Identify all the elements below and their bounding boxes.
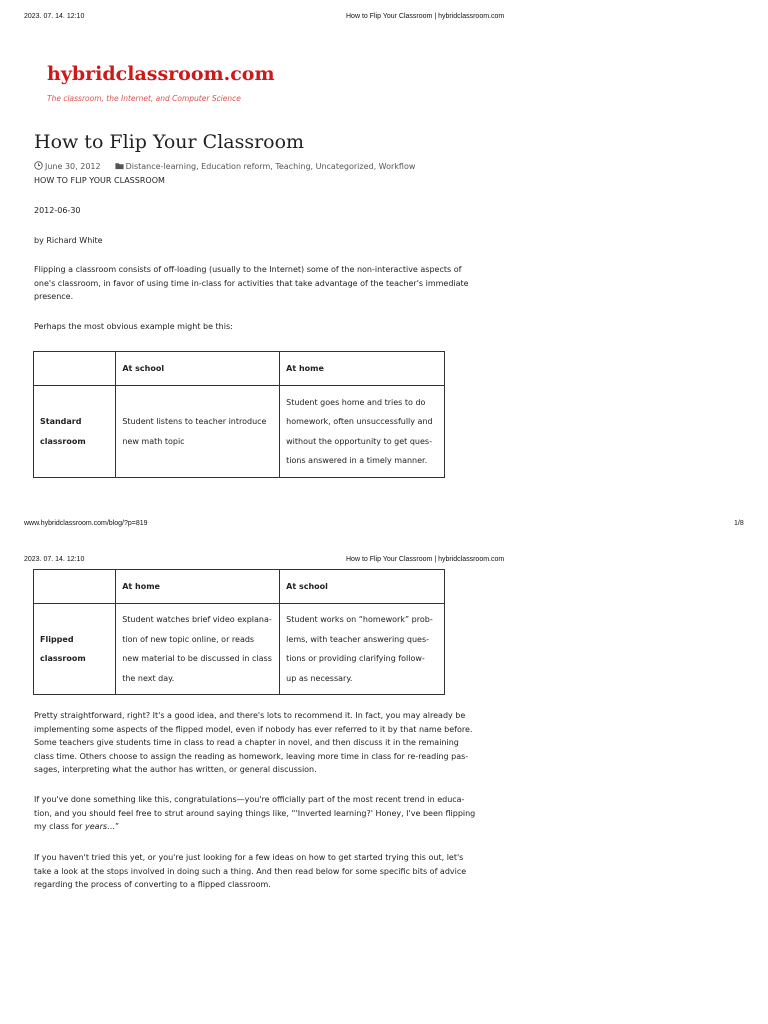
paragraph [34, 709, 472, 777]
cell-line: up as necessary. [286, 673, 353, 683]
cell-line: the next day. [122, 673, 175, 683]
table-header-row [34, 352, 445, 386]
table-cell [116, 604, 280, 695]
cell-line: tions answered in a timely manner. [286, 456, 428, 465]
table-header-cell: At school [116, 352, 280, 386]
table-header-cell: At home [116, 570, 280, 604]
row-label-cell [34, 604, 116, 695]
cell-line: lems, with teacher answering ques- [286, 634, 429, 644]
post-byline: by Richard White [34, 236, 103, 245]
comparison-table-standard [33, 351, 445, 478]
cell-line: tions or providing clarifying follow- [286, 654, 425, 663]
post-title: How to Flip Your Classroom [34, 131, 305, 153]
table-cell [280, 604, 445, 695]
text-line: class time. Others choose to assign the reading as homework, leaving more time in class for re-reading pas- [34, 751, 469, 761]
table-header-cell [34, 352, 116, 386]
cell-line: Student listens to teacher introduce [122, 417, 267, 426]
table-header-row [34, 570, 445, 604]
print-datetime: 2023. 07. 14. 12:10 [24, 13, 85, 20]
example-lead: Perhaps the most obvious example might be this: [34, 322, 233, 331]
print-url: www.hybridclassroom.com/blog/?p=819 [24, 520, 148, 527]
text-line: If you haven't tried this yet, or you're just looking for a few ideas on how to get started trying this out, let's [34, 853, 464, 862]
table-row [34, 604, 445, 695]
table-header-cell: At home [280, 352, 445, 386]
site-title-link[interactable]: hybridclassroom.com [47, 63, 275, 85]
cell-line: classroom [40, 654, 86, 663]
paragraph [34, 793, 475, 834]
cell-line: Standard [40, 417, 82, 426]
cell-line: Flipped [40, 634, 74, 644]
text-line: implementing some aspects of the flipped model, even if nobody has ever referred to it by that name before. [34, 724, 473, 734]
comparison-table-flipped [33, 569, 445, 695]
cell-line: Student works on “homework” prob- [286, 615, 433, 624]
clock-icon [34, 161, 43, 172]
print-page-number: 1/8 [734, 520, 744, 527]
cell-line: Student goes home and tries to do [286, 397, 426, 407]
table-header-cell: At school [280, 570, 445, 604]
text-line: presence. [34, 292, 74, 302]
table-row [34, 386, 445, 478]
text-span: …” [107, 822, 120, 832]
emphasis-text: years [85, 822, 108, 832]
folder-icon [115, 162, 124, 172]
post-meta [34, 161, 415, 172]
post-date-link[interactable]: June 30, 2012 [45, 162, 101, 171]
text-line: Flipping a classroom consists of off-loading (usually to the Internet) some of the non-interactive aspects of [34, 265, 462, 274]
post-categories-links[interactable]: Distance-learning, Education reform, Teaching, Uncategorized, Workflow [125, 162, 416, 171]
cell-line: new material to be discussed in class [122, 654, 272, 663]
table-header-cell [34, 570, 116, 604]
text-line: Some teachers give students time in class to read a chapter in novel, and then discuss it in the remaining [34, 738, 459, 748]
text-line: one's classroom, in favor of using time in-class for activities that take advantage of the teacher's immediate [34, 278, 469, 288]
text-line: regarding the process of converting to a flipped classroom. [34, 880, 271, 890]
paragraph [34, 851, 466, 892]
table-cell [280, 386, 445, 478]
table-cell [116, 386, 280, 478]
text-line [34, 820, 475, 834]
print-datetime: 2023. 07. 14. 12:10 [24, 556, 85, 563]
cell-line: tion of new topic online, or reads [122, 634, 255, 644]
text-line: tion, and you should feel free to strut around saying things like, “'Inverted learning?' Honey, I've been flipping [34, 808, 476, 818]
post-orig-date: 2012-06-30 [34, 206, 81, 215]
cell-line: new math topic [122, 436, 185, 446]
text-span: my class for [34, 822, 86, 832]
text-line: take a look at the stops involved in doing such a thing. And then read below for some specific bits of advice [34, 866, 467, 876]
cell-line: classroom [40, 436, 86, 446]
text-line: sages, interpreting what the author has written, or general discussion. [34, 765, 317, 775]
cell-line: without the opportunity to get ques- [286, 436, 432, 446]
text-line: If you've done something like this, congratulations—you're officially part of the most recent trend in educa- [34, 795, 465, 804]
text-line: Pretty straightforward, right? It's a good idea, and there's lots to recommend it. In fact, you may already be [34, 711, 466, 720]
print-doc-title: How to Flip Your Classroom | hybridclassroom.com [346, 556, 505, 563]
cell-line: Student watches brief video explana- [122, 615, 272, 624]
print-doc-title: How to Flip Your Classroom | hybridclassroom.com [346, 13, 505, 20]
post-subhead: HOW TO FLIP YOUR CLASSROOM [34, 176, 165, 185]
row-label-cell [34, 386, 116, 478]
intro-paragraph [34, 263, 469, 304]
cell-line: homework, often unsuccessfully and [286, 417, 433, 426]
site-tagline: The classroom, the Internet, and Computer Science [47, 94, 241, 103]
